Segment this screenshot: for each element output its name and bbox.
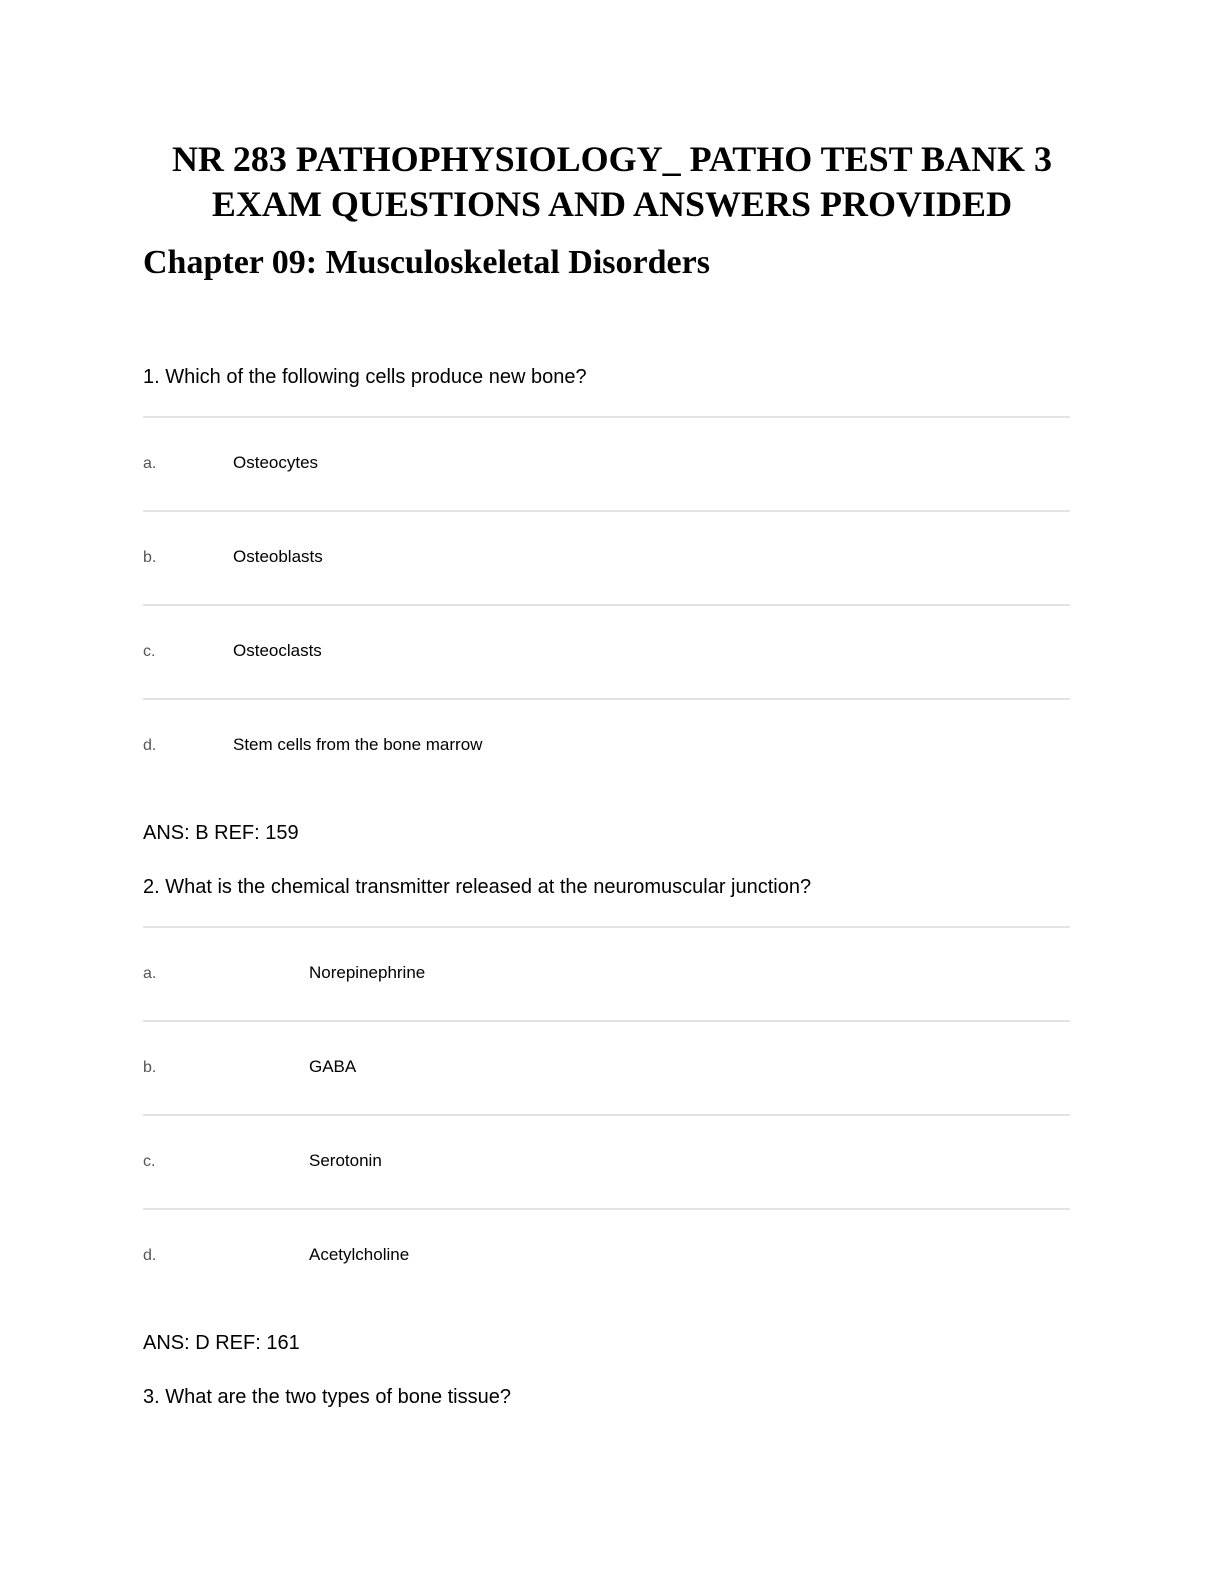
answer-key: ANS: B REF: 159 bbox=[143, 822, 299, 844]
option-letter: c. bbox=[143, 643, 156, 660]
divider bbox=[143, 1114, 1070, 1116]
divider bbox=[143, 1208, 1070, 1210]
answer-key: ANS: D REF: 161 bbox=[143, 1332, 300, 1354]
question-text: 1. Which of the following cells produce new bone? bbox=[143, 366, 587, 388]
document-title-line-1: NR 283 PATHOPHYSIOLOGY_ PATHO TEST BANK 3 bbox=[171, 139, 1053, 179]
option-text: Serotonin bbox=[309, 1151, 382, 1170]
divider bbox=[143, 416, 1070, 418]
document-title-line-2: EXAM QUESTIONS AND ANSWERS PROVIDED bbox=[211, 184, 1013, 224]
question-text: 3. What are the two types of bone tissue? bbox=[143, 1386, 511, 1408]
option-text: Osteoblasts bbox=[233, 547, 323, 566]
option-letter: a. bbox=[143, 965, 157, 982]
option-letter: d. bbox=[143, 737, 157, 754]
option-letter: b. bbox=[143, 549, 157, 566]
divider bbox=[143, 698, 1070, 700]
question-text: 2. What is the chemical transmitter released at the neuromuscular junction? bbox=[143, 876, 812, 898]
divider bbox=[143, 604, 1070, 606]
option-text: Osteocytes bbox=[233, 453, 319, 472]
option-text: Acetylcholine bbox=[309, 1245, 410, 1264]
option-letter: a. bbox=[143, 455, 157, 472]
option-text: Norepinephrine bbox=[309, 963, 426, 982]
option-text: GABA bbox=[309, 1057, 357, 1076]
document-title bbox=[110, 137, 1114, 227]
option-text: Osteoclasts bbox=[233, 641, 322, 660]
divider bbox=[143, 510, 1070, 512]
option-letter: d. bbox=[143, 1247, 157, 1264]
option-text: Stem cells from the bone marrow bbox=[233, 735, 483, 754]
option-letter: b. bbox=[143, 1059, 157, 1076]
divider bbox=[143, 926, 1070, 928]
divider bbox=[143, 1020, 1070, 1022]
chapter-heading: Chapter 09: Musculoskeletal Disorders bbox=[143, 244, 710, 281]
option-letter: c. bbox=[143, 1153, 156, 1170]
